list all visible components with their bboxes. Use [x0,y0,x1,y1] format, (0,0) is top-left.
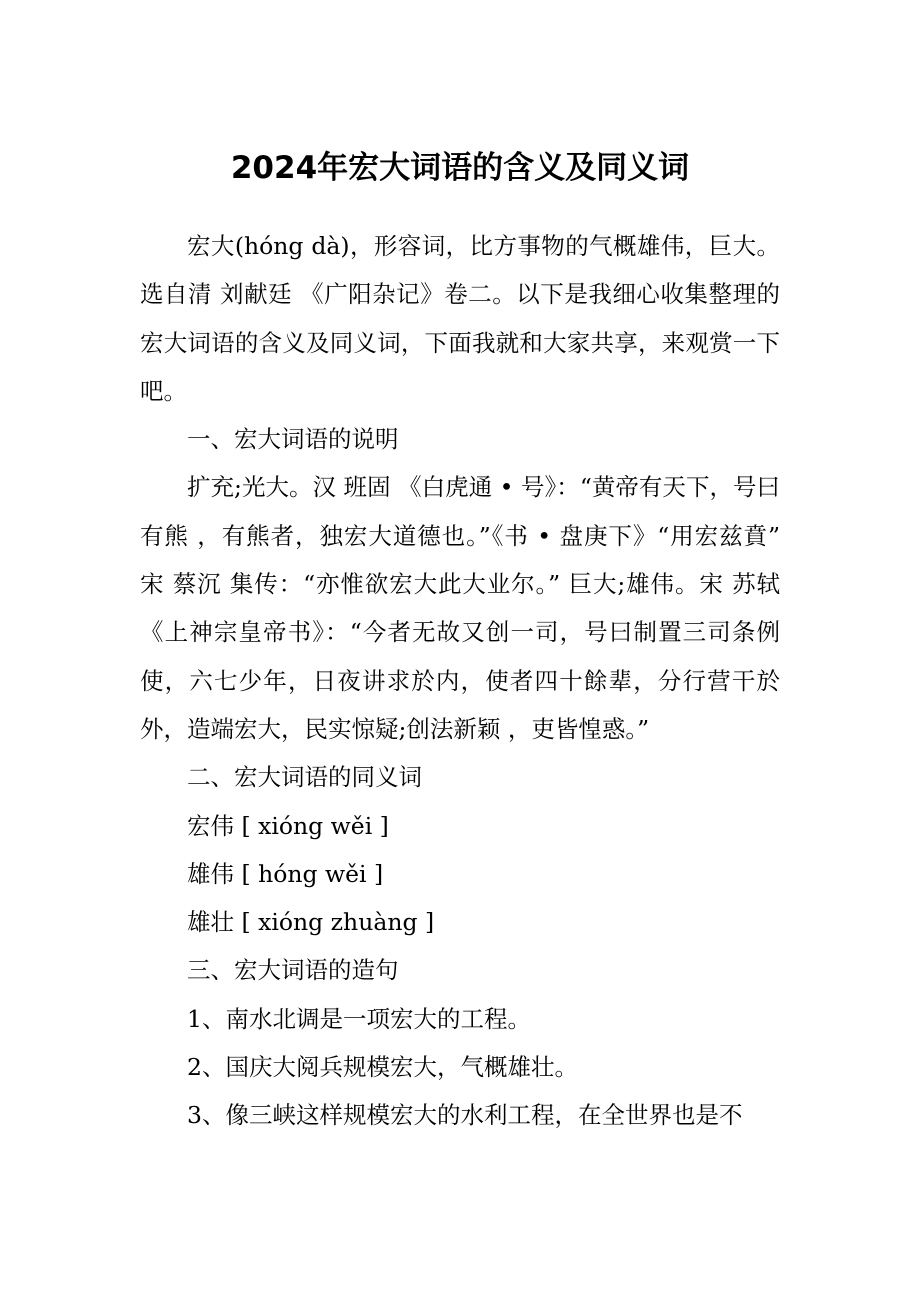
synonym-item: 宏伟 [ xióng wěi ] [187,811,389,840]
example-sentence: 2、国庆大阅兵规模宏大，气概雄壮。 [187,1053,578,1082]
section-heading-synonyms: 二、宏大词语的同义词 [187,763,422,792]
explanation-paragraph: 扩充;光大。汉 班固 《白虎通 • 号》：“黄帝有天下，号曰 有熊 ，有熊者，独宏大道德也。”《书 • 盘庚下》“用宏兹賁” 宋 蔡沉 集传：“亦惟欲宏大此大业尔。” 巨大;雄伟。宋 苏轼 《上神宗皇帝书》：“今者无故又创一司，号曰制置三司条例使，六七少年，日夜讲求於内，使者四十餘辈，分行营干於外，造端宏大，民实惊疑;创法新颖 ，吏皆惶惑。” [140,473,781,743]
example-sentence: 1、南水北调是一项宏大的工程。 [187,1004,531,1033]
document-body [140,222,780,1140]
synonym-item: 雄伟 [ hóng wěi ] [187,859,384,888]
example-sentence: 3、像三峡这样规模宏大的水利工程，在全世界也是不 [187,1101,743,1130]
section-heading-explanation: 一、宏大词语的说明 [187,425,399,454]
synonym-item: 雄壮 [ xióng zhuàng ] [187,908,435,937]
section-heading-sentences: 三、宏大词语的造句 [187,956,399,985]
document-title: 2024年宏大词语的含义及同义词 [230,150,690,186]
intro-paragraph: 宏大(hóng dà)，形容词，比方事物的气概雄伟，巨大。选自清 刘献廷 《广阳杂记》卷二。以下是我细心收集整理的宏大词语的含义及同义词，下面我就和大家共享，来观赏一下吧。 [140,232,780,405]
